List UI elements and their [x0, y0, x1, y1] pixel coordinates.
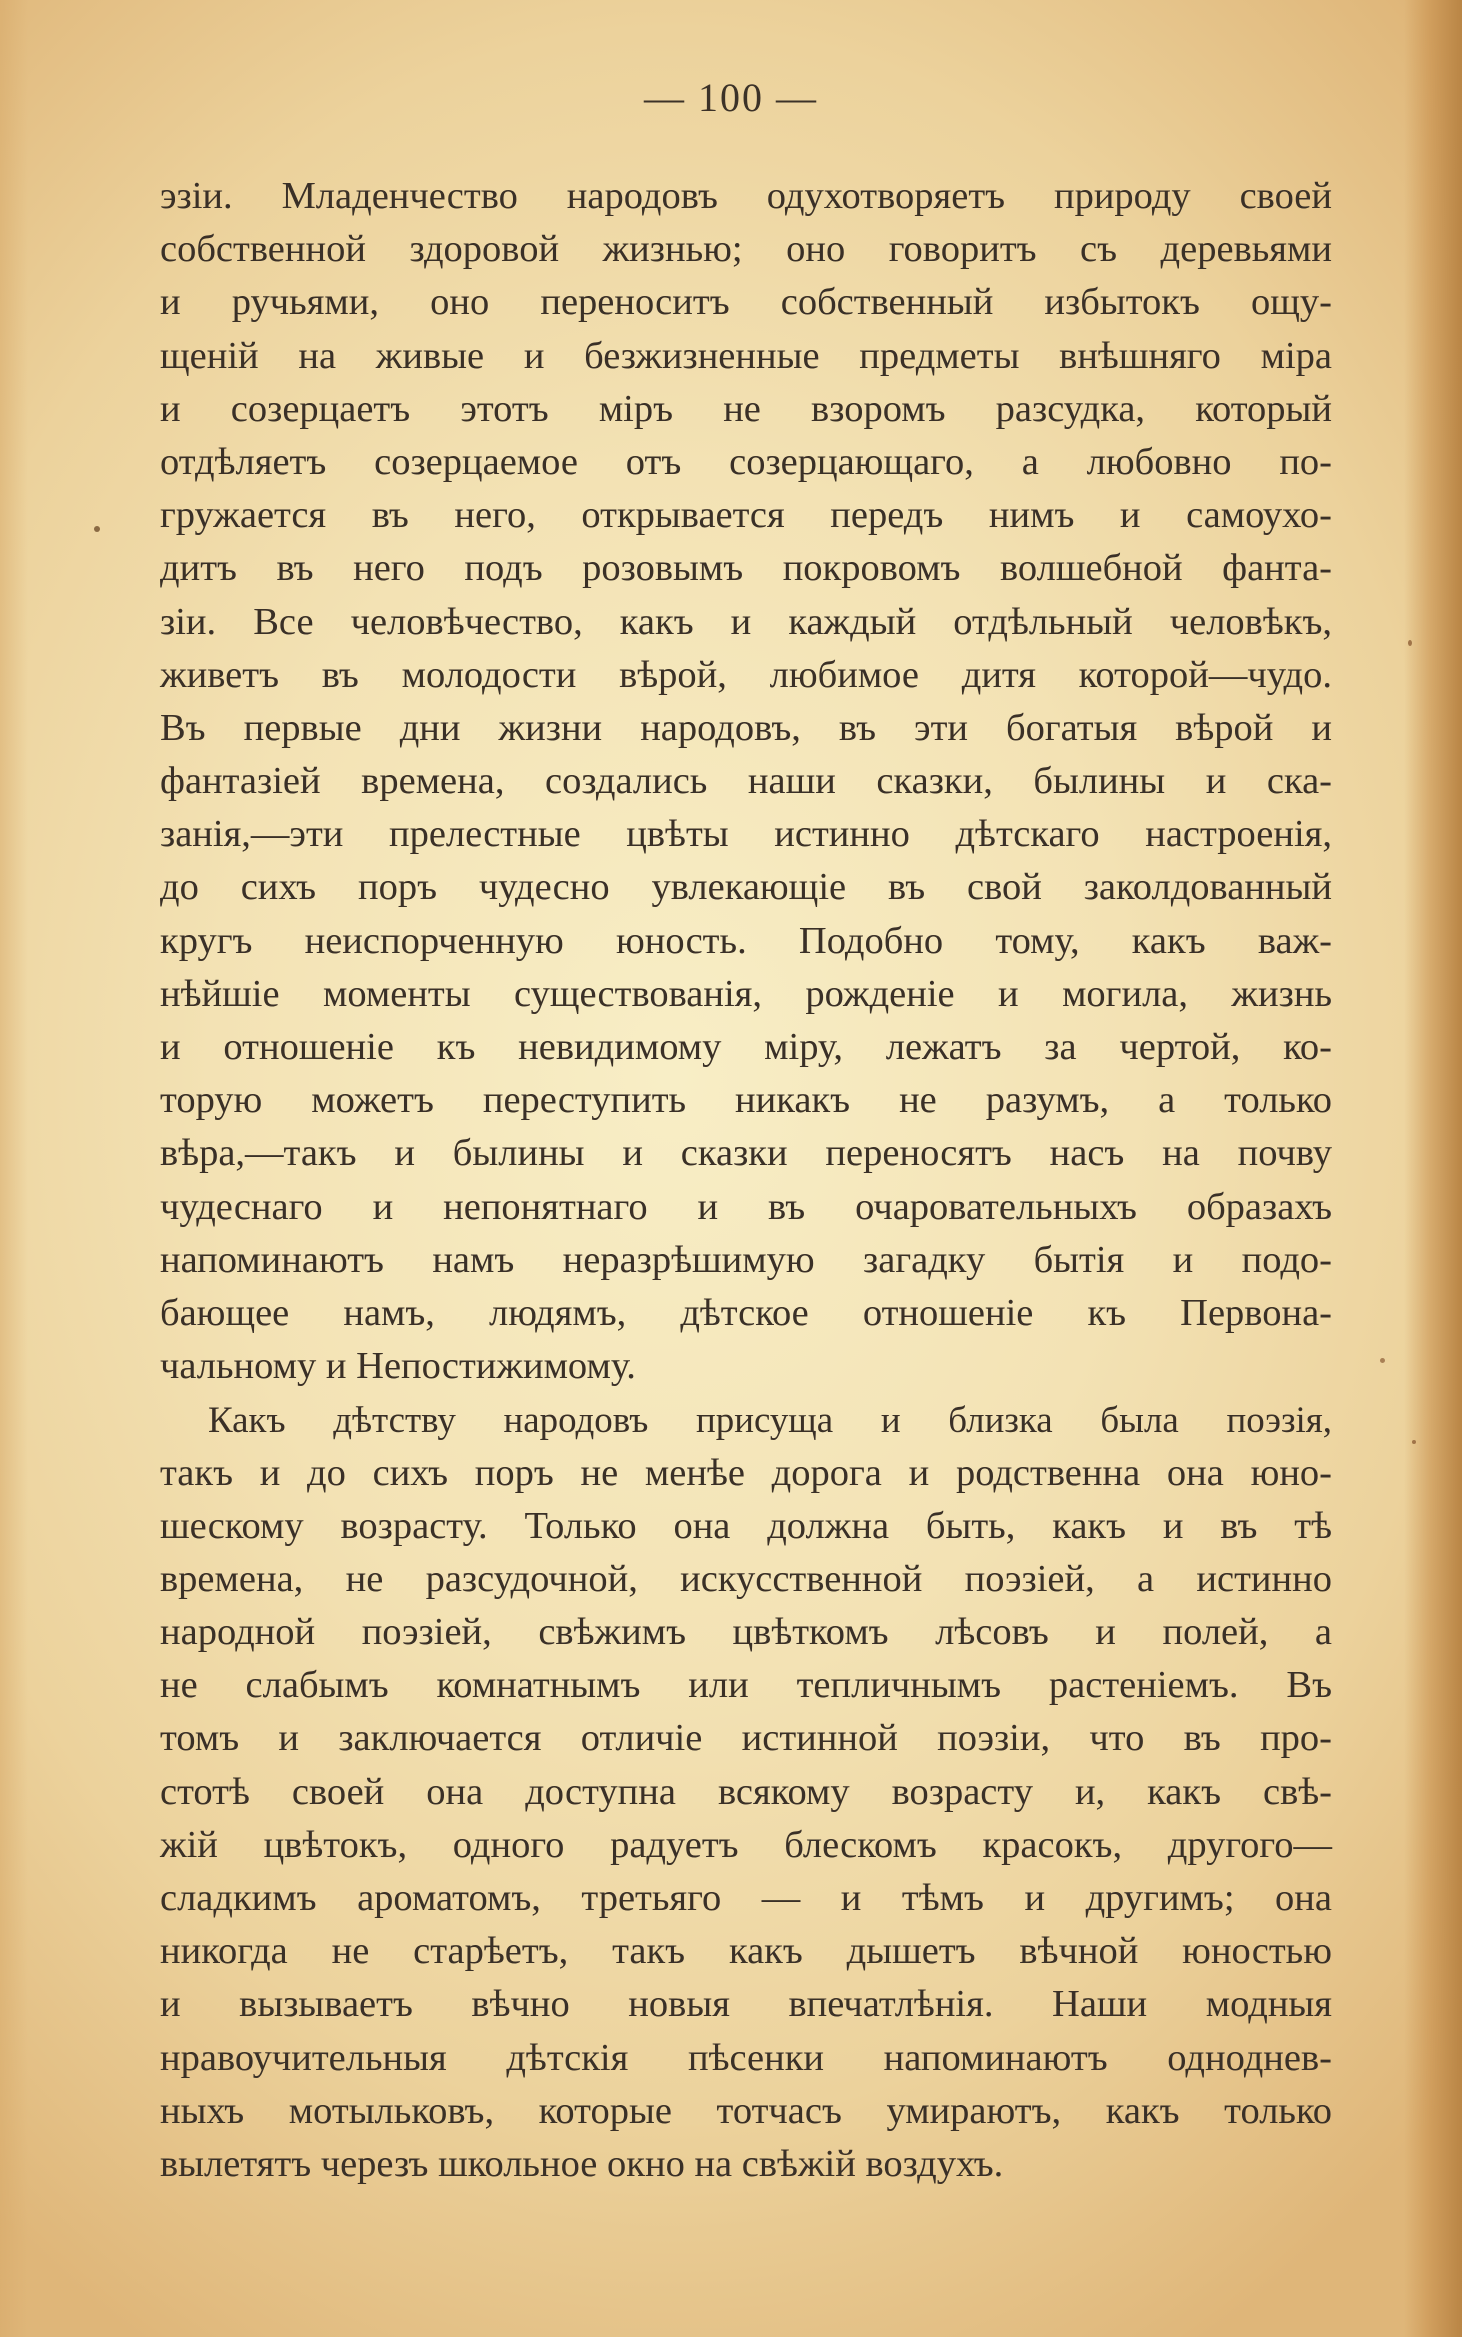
text-line: вѣра,—такъ и былины и сказки переносятъ насъ на почву	[160, 1132, 1332, 1175]
text-line: Какъ дѣтству народовъ присуща и близка была поэзія,	[208, 1399, 1332, 1441]
text-line: Въ первые дни жизни народовъ, въ эти богатыя вѣрой и	[160, 706, 1332, 749]
page-left-shadow	[0, 0, 28, 2337]
text-line: кругъ неиспорченную юность. Подобно тому, какъ важ-	[160, 919, 1332, 962]
text-line: эзіи. Младенчество народовъ одухотворяетъ природу своей	[160, 175, 1332, 217]
scan-speck	[1380, 1358, 1385, 1363]
scan-speck	[94, 526, 100, 532]
text-line: нравоучительныя дѣтскія пѣсенки напоминаютъ одноднев-	[160, 2036, 1332, 2079]
text-line: народной поэзіей, свѣжимъ цвѣткомъ лѣсовъ и полей, а	[160, 1611, 1332, 1654]
text-line: и вызываетъ вѣчно новыя впечатлѣнія. Наши модныя	[160, 1983, 1332, 2026]
text-line: бающее намъ, людямъ, дѣтское отношеніе къ Первона-	[160, 1291, 1332, 1334]
text-line: фантазіей времена, создались наши сказки, былины и ска-	[160, 760, 1332, 803]
scan-speck	[1408, 640, 1412, 646]
text-line: занія,—эти прелестные цвѣты истинно дѣтскаго настроенія,	[160, 813, 1332, 856]
text-line: зіи. Все человѣчество, какъ и каждый отдѣльный человѣкъ,	[160, 600, 1332, 643]
text-line: до сихъ поръ чудесно увлекающіе въ свой заколдованный	[160, 866, 1332, 909]
page-number: — 100 —	[644, 75, 818, 120]
text-line: дитъ въ него подъ розовымъ покровомъ волшебной фанта-	[160, 547, 1332, 590]
text-line: вылетятъ черезъ школьное окно на свѣжій воздухъ.	[160, 2142, 1004, 2185]
text-line: гружается въ него, открывается передъ нимъ и самоухо-	[160, 494, 1332, 537]
text-line: шескому возрасту. Только она должна быть, какъ и въ тѣ	[160, 1504, 1332, 1547]
text-line: и созерцаетъ этотъ міръ не взоромъ разсудка, который	[160, 387, 1332, 430]
page-gutter-shadow	[1404, 0, 1462, 2337]
text-line: чальному и Непостижимому.	[160, 1345, 636, 1388]
text-line: нѣйшіе моменты существованія, рожденіе и могила, жизнь	[160, 972, 1332, 1015]
text-line: не слабымъ комнатнымъ или тепличнымъ растеніемъ. Въ	[160, 1664, 1332, 1707]
text-line: и ручьями, оно переноситъ собственный избытокъ ощу-	[160, 281, 1332, 324]
text-line: времена, не разсудочной, искусственной поэзіей, а истинно	[160, 1557, 1332, 1600]
text-line: сладкимъ ароматомъ, третьяго — и тѣмъ и другимъ; она	[160, 1877, 1332, 1919]
text-line: щеній на живые и безжизненные предметы внѣшняго міра	[160, 334, 1332, 377]
body-text	[160, 170, 1332, 2191]
text-line: стотѣ своей она доступна всякому возрасту и, какъ свѣ-	[160, 1770, 1332, 1813]
text-line: собственной здоровой жизнью; оно говоритъ съ деревьями	[160, 228, 1332, 271]
text-line: напоминаютъ намъ неразрѣшимую загадку бытія и подо-	[160, 1238, 1332, 1281]
text-line: такъ и до сихъ поръ не менѣе дорога и родственна она юно-	[160, 1451, 1332, 1494]
text-line: жій цвѣтокъ, одного радуетъ блескомъ красокъ, другого—	[160, 1823, 1332, 1866]
text-line: никогда не старѣетъ, такъ какъ дышетъ вѣчной юностью	[160, 1930, 1332, 1973]
scan-speck	[1412, 1440, 1416, 1444]
text-line: ныхъ мотыльковъ, которые тотчасъ умираютъ, какъ только	[160, 2089, 1332, 2132]
text-line: живетъ въ молодости вѣрой, любимое дитя которой—чудо.	[160, 653, 1332, 696]
text-line: отдѣляетъ созерцаемое отъ созерцающаго, а любовно по-	[160, 440, 1332, 483]
text-line: и отношеніе къ невидимому міру, лежатъ за чертой, ко-	[160, 1026, 1332, 1068]
text-line: томъ и заключается отличіе истинной поэзіи, что въ про-	[160, 1717, 1332, 1760]
text-line: чудеснаго и непонятнаго и въ очаровательныхъ образахъ	[160, 1185, 1332, 1228]
text-line: торую можетъ переступить никакъ не разумъ, а только	[160, 1079, 1332, 1122]
